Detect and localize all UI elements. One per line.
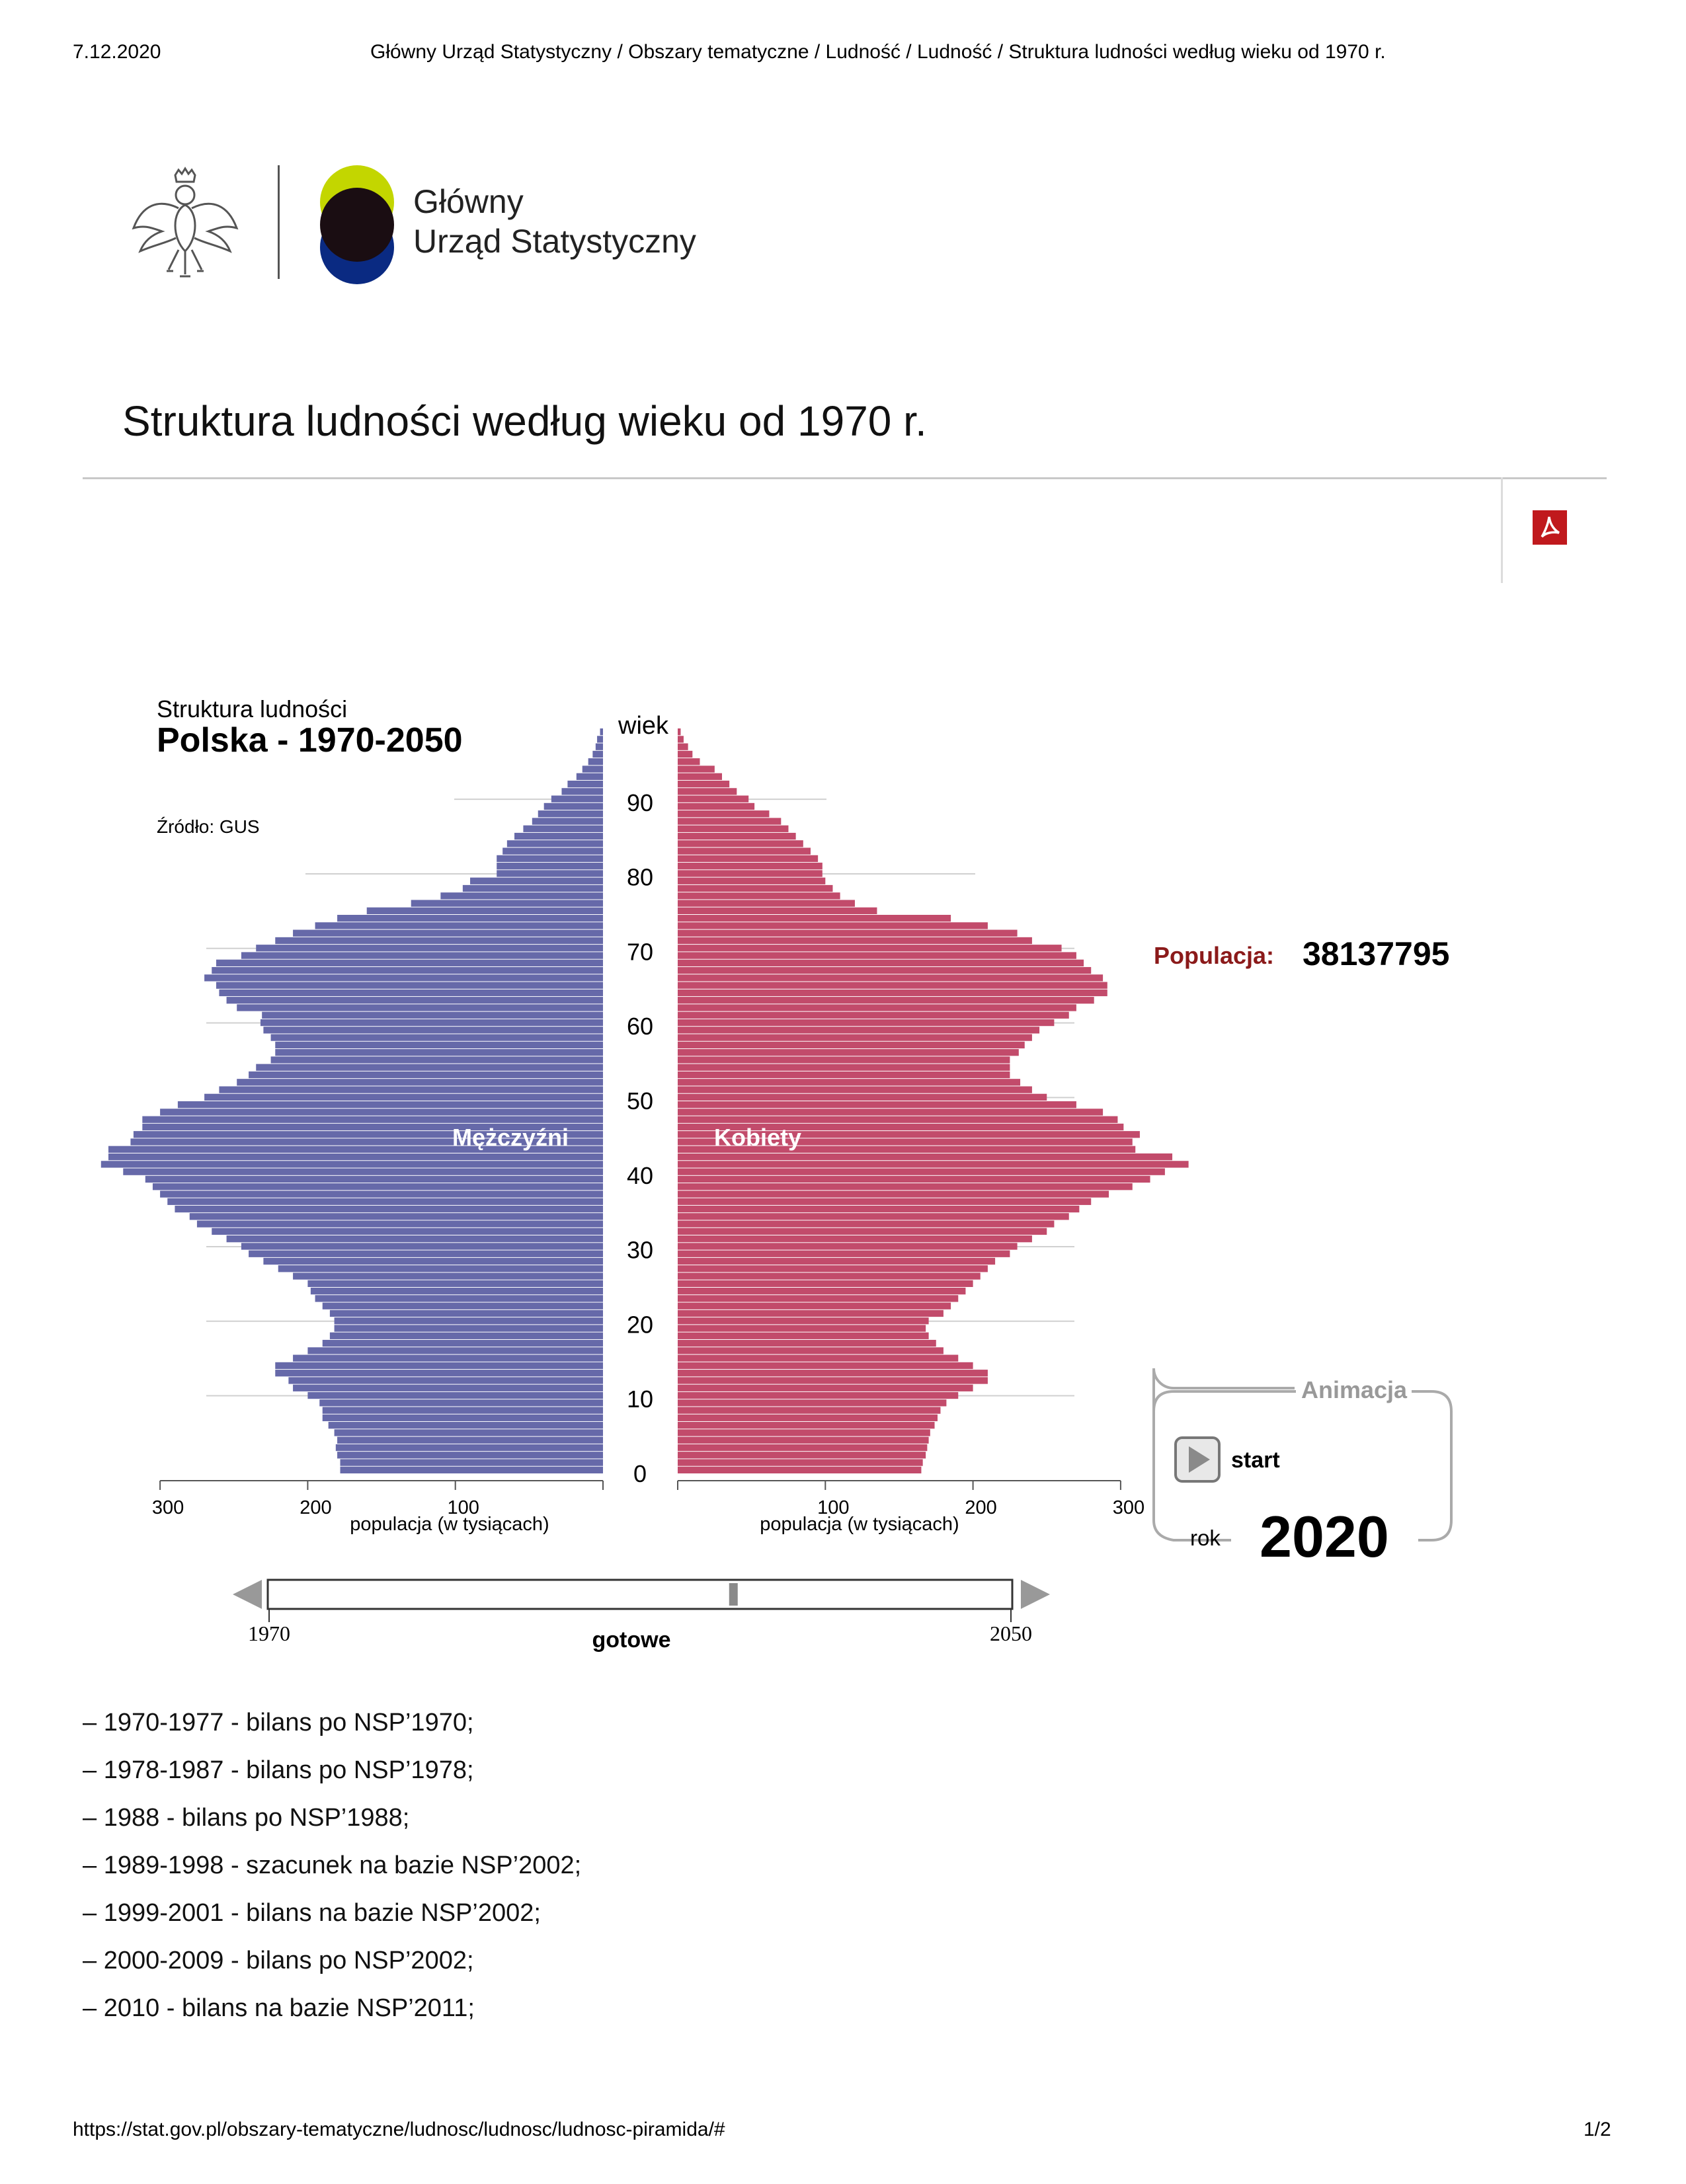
slider-track[interactable]	[268, 1580, 1012, 1609]
bar-women	[678, 1303, 951, 1309]
bar-women	[678, 840, 803, 847]
x-axis-label-left: populacja (w tysiącach)	[350, 1514, 549, 1535]
bar-women	[678, 1012, 1069, 1019]
bar-women	[678, 1362, 973, 1369]
bar-men	[219, 990, 603, 996]
bar-men	[263, 1258, 603, 1265]
bar-men	[463, 885, 603, 892]
bar-men	[249, 1072, 603, 1078]
bar-men	[108, 1153, 603, 1160]
x-tick-label-right: 300	[1112, 1497, 1145, 1518]
bar-men	[271, 1034, 603, 1040]
bar-women	[678, 945, 1062, 951]
series-women-bars	[678, 728, 1189, 1473]
bar-men	[577, 773, 603, 780]
bar-men	[219, 1086, 603, 1093]
bar-women	[678, 1198, 1091, 1205]
bar-men	[597, 736, 603, 742]
bar-women	[678, 1377, 988, 1384]
bar-men	[256, 945, 603, 951]
bar-women	[678, 1288, 965, 1294]
bar-women	[678, 1265, 988, 1272]
bar-men	[551, 796, 603, 802]
bar-women	[678, 908, 877, 914]
bar-women	[678, 1295, 958, 1302]
bar-women	[678, 997, 1094, 1003]
bar-women	[678, 847, 811, 854]
bar-women	[678, 1169, 1165, 1175]
print-date: 7.12.2020	[73, 41, 161, 63]
bar-men	[178, 1101, 603, 1108]
page-title: Struktura ludności według wieku od 1970 r.	[122, 397, 927, 445]
bar-men	[307, 1392, 603, 1399]
bar-men	[307, 1280, 603, 1287]
slider-max-label: 2050	[990, 1621, 1032, 1645]
animation-legend: Animacja	[1301, 1376, 1408, 1403]
year-value: 2020	[1260, 1504, 1389, 1569]
bar-women	[678, 1019, 1054, 1026]
bar-men	[293, 1355, 603, 1362]
age-tick-label: 0	[633, 1460, 647, 1487]
series-men-bars	[101, 728, 603, 1473]
bar-women	[678, 1243, 1018, 1249]
bar-men	[237, 1079, 603, 1085]
bar-women	[678, 1310, 943, 1317]
animation-panel	[1154, 1368, 1451, 1569]
bar-women	[678, 1027, 1039, 1033]
bar-women	[678, 1235, 1032, 1242]
bar-women	[678, 744, 688, 750]
bar-men	[329, 1422, 603, 1428]
bar-women	[678, 930, 1018, 937]
bar-men	[288, 1377, 603, 1384]
bar-men	[204, 1094, 603, 1101]
bar-women	[678, 885, 832, 892]
bar-men	[561, 788, 603, 795]
bar-men	[523, 826, 603, 832]
bar-women	[678, 1452, 926, 1458]
slider-min-label: 1970	[248, 1621, 290, 1645]
bar-men	[212, 1228, 603, 1235]
bar-women	[678, 1355, 958, 1362]
bar-men	[337, 1437, 603, 1444]
sidebar-divider	[1501, 477, 1503, 583]
year-label: rok	[1190, 1526, 1221, 1550]
y-axis-age-ticks	[627, 789, 653, 1487]
bar-women	[678, 1042, 1025, 1048]
bar-men	[197, 1220, 603, 1227]
bar-men	[323, 1340, 603, 1346]
x-tick-label-right: 100	[817, 1497, 850, 1518]
bar-men	[175, 1206, 603, 1212]
bar-men	[337, 915, 603, 921]
population-pyramid-chart	[0, 694, 1686, 1686]
bar-men	[502, 847, 603, 854]
bar-women	[678, 1385, 973, 1391]
note-item: – 2010 - bilans na bazie NSP’2011;	[83, 1994, 475, 2022]
bar-women	[678, 937, 1032, 944]
bar-men	[271, 1056, 603, 1063]
bar-men	[204, 974, 603, 981]
bar-women	[678, 1258, 995, 1265]
bar-men	[241, 952, 603, 958]
bar-men	[367, 908, 603, 914]
bar-women	[678, 818, 781, 824]
bar-men	[216, 982, 603, 989]
bar-men	[293, 930, 603, 937]
logo-text-line1: Główny	[413, 183, 524, 220]
bar-men	[323, 1415, 603, 1421]
note-item: – 2000-2009 - bilans po NSP’2002;	[83, 1947, 474, 1974]
bar-men	[216, 960, 603, 966]
x-tick-label-left: 200	[300, 1497, 332, 1518]
bar-men	[341, 1467, 603, 1473]
gus-logo-icon	[317, 165, 403, 284]
bar-women	[678, 1086, 1032, 1093]
bar-men	[167, 1198, 603, 1205]
bar-women	[678, 1072, 1010, 1078]
bar-women	[678, 1399, 946, 1406]
bar-men	[227, 1235, 603, 1242]
bar-men	[335, 1317, 603, 1324]
bar-men	[411, 900, 603, 906]
arrow-left-icon[interactable]	[233, 1580, 262, 1609]
bar-men	[440, 892, 603, 899]
bar-women	[678, 1056, 1010, 1063]
polish-eagle-emblem	[126, 165, 245, 284]
bar-women	[678, 855, 818, 862]
bar-women	[678, 736, 684, 742]
age-tick-label: 40	[626, 1161, 654, 1189]
bar-women	[678, 796, 748, 802]
bar-women	[678, 952, 1076, 958]
logo-divider	[278, 165, 280, 279]
logo-text-line2: Urząd Statystyczny	[413, 223, 696, 260]
bar-men	[341, 1459, 603, 1465]
bar-men	[330, 1310, 603, 1317]
bar-women	[678, 1079, 1020, 1085]
bar-men	[596, 744, 603, 750]
start-button[interactable]	[1176, 1438, 1280, 1481]
bar-women	[678, 1228, 1047, 1235]
bar-men	[275, 1370, 603, 1376]
start-button-label[interactable]: start	[1231, 1448, 1280, 1473]
bar-women	[678, 1049, 1019, 1056]
bar-women	[678, 765, 715, 772]
bar-women	[678, 1272, 981, 1279]
chart-subtitle: Struktura ludności	[157, 695, 348, 722]
bar-women	[678, 967, 1091, 974]
bar-men	[507, 840, 603, 847]
bar-men	[256, 1064, 603, 1071]
bar-women	[678, 1161, 1189, 1167]
bar-women	[678, 1370, 988, 1376]
bar-men	[315, 1295, 603, 1302]
bar-men	[212, 967, 603, 974]
bar-women	[678, 1153, 1172, 1160]
title-divider	[83, 477, 1607, 479]
series-label-men: Mężczyźni	[452, 1124, 569, 1151]
bar-women	[678, 728, 680, 735]
bar-women	[678, 1422, 935, 1428]
print-page-number: 1/2	[1584, 2119, 1611, 2140]
bar-women	[678, 1340, 936, 1346]
bar-men	[142, 1116, 603, 1123]
age-tick-label: 30	[626, 1236, 654, 1264]
bar-women	[678, 870, 823, 877]
bar-men	[323, 1407, 603, 1413]
bar-women	[678, 878, 825, 884]
slider-thumb[interactable]	[729, 1583, 738, 1606]
x-axis-label-right: populacja (w tysiącach)	[760, 1514, 959, 1535]
bar-women	[678, 1444, 927, 1451]
year-slider[interactable]	[233, 1580, 1050, 1653]
bar-women	[678, 781, 729, 787]
bar-men	[336, 1444, 603, 1451]
bar-men	[514, 833, 603, 839]
bar-women	[678, 974, 1103, 981]
bar-women	[678, 1415, 938, 1421]
logo[interactable]	[119, 159, 714, 291]
bar-women	[678, 1392, 958, 1399]
bar-men	[190, 1213, 603, 1220]
bar-women	[678, 826, 788, 832]
bar-women	[678, 1333, 929, 1339]
age-tick-label: 50	[626, 1087, 654, 1114]
bar-women	[678, 1437, 929, 1444]
bar-men	[123, 1169, 603, 1175]
bar-men	[278, 1265, 603, 1272]
bar-women	[678, 960, 1084, 966]
bar-men	[582, 765, 603, 772]
bar-women	[678, 1101, 1076, 1108]
population-value: 38137795	[1303, 935, 1450, 972]
note-item: – 1988 - bilans po NSP’1988;	[83, 1804, 410, 1832]
bar-men	[275, 1362, 603, 1369]
bar-men	[588, 758, 603, 765]
bar-women	[678, 1183, 1133, 1190]
note-item: – 1989-1998 - szacunek na bazie NSP’2002;	[83, 1852, 582, 1879]
bar-women	[678, 982, 1107, 989]
bar-men	[335, 1429, 603, 1436]
bar-women	[678, 773, 722, 780]
bar-men	[241, 1243, 603, 1249]
bar-women	[678, 1407, 940, 1413]
bar-men	[261, 1019, 603, 1026]
bar-men	[311, 1288, 603, 1294]
bar-women	[678, 1325, 926, 1331]
bar-women	[678, 1317, 929, 1324]
age-tick-label: 60	[626, 1013, 654, 1040]
pdf-icon[interactable]	[1533, 510, 1567, 548]
bar-men	[275, 1042, 603, 1048]
bar-men	[249, 1251, 603, 1257]
bar-women	[678, 1094, 1047, 1101]
bar-women	[678, 810, 769, 817]
bar-women	[678, 1280, 973, 1287]
bar-women	[678, 833, 796, 839]
bar-men	[263, 1027, 603, 1033]
chart-source: Źródło: GUS	[157, 816, 260, 837]
bar-men	[337, 1452, 603, 1458]
note-item: – 1970-1977 - bilans po NSP’1970;	[83, 1709, 474, 1736]
bar-men	[262, 1012, 603, 1019]
bar-women	[678, 892, 840, 899]
bar-men	[275, 1049, 603, 1056]
chart-title: Polska - 1970-2050	[157, 721, 463, 760]
bar-women	[678, 1034, 1032, 1040]
bar-women	[678, 751, 692, 758]
age-tick-label: 20	[626, 1311, 654, 1339]
bar-men	[293, 1272, 603, 1279]
print-breadcrumb: Główny Urząd Statystyczny / Obszary tematyczne / Ludność / Ludność / Struktura ludności według wieku od 1970 r.	[370, 41, 1386, 63]
bar-men	[160, 1109, 603, 1115]
bar-men	[470, 878, 603, 884]
bar-men	[145, 1176, 603, 1183]
bar-women	[678, 758, 700, 765]
bar-men	[153, 1183, 603, 1190]
bar-men	[544, 803, 603, 810]
bar-men	[323, 1303, 603, 1309]
note-item: – 1999-2001 - bilans na bazie NSP’2002;	[83, 1899, 541, 1927]
age-tick-label: 70	[626, 938, 654, 966]
bar-women	[678, 1459, 923, 1465]
x-axis-left	[152, 1481, 603, 1518]
bar-men	[497, 870, 603, 877]
bar-women	[678, 863, 823, 869]
bar-women	[678, 915, 951, 921]
bar-women	[678, 1109, 1103, 1115]
bar-men	[567, 781, 603, 787]
bar-women	[678, 803, 754, 810]
bar-men	[330, 1333, 603, 1339]
bar-men	[307, 1347, 603, 1354]
bar-women	[678, 990, 1107, 996]
bar-women	[678, 1429, 930, 1436]
bar-women	[678, 1220, 1054, 1227]
bar-men	[315, 922, 603, 929]
arrow-right-icon[interactable]	[1021, 1580, 1050, 1609]
age-tick-label: 10	[626, 1385, 654, 1413]
bar-men	[538, 810, 603, 817]
bar-men	[160, 1190, 603, 1197]
bar-women	[678, 1190, 1109, 1197]
bar-men	[592, 751, 603, 758]
bar-women	[678, 1347, 943, 1354]
bar-women	[678, 922, 988, 929]
x-tick-label-left: 100	[447, 1497, 479, 1518]
bar-women	[678, 1176, 1150, 1183]
bar-women	[678, 1213, 1069, 1220]
bar-men	[227, 997, 603, 1003]
bar-men	[293, 1385, 603, 1391]
x-tick-label-right: 200	[965, 1497, 997, 1518]
bar-men	[497, 855, 603, 862]
bar-women	[678, 1064, 1010, 1071]
bar-women	[678, 900, 855, 906]
bar-men	[335, 1325, 603, 1331]
bar-men	[497, 863, 603, 869]
y-axis-label: wiek	[618, 712, 669, 740]
bar-women	[678, 788, 737, 795]
print-url: https://stat.gov.pl/obszary-tematyczne/ludnosc/ludnosc/ludnosc-piramida/#	[73, 2119, 725, 2140]
bar-men	[319, 1399, 603, 1406]
bar-men	[600, 728, 603, 735]
source-notes-list	[83, 1699, 581, 2032]
bar-women	[678, 1116, 1117, 1123]
bar-men	[532, 818, 603, 824]
age-tick-label: 80	[626, 863, 654, 891]
population-label: Populacja:	[1154, 942, 1275, 969]
series-label-women: Kobiety	[714, 1124, 802, 1151]
slider-status: gotowe	[592, 1627, 671, 1653]
bar-men	[275, 937, 603, 944]
bar-women	[678, 1004, 1076, 1011]
bar-women	[678, 1251, 1010, 1257]
bar-men	[101, 1161, 603, 1167]
bar-men	[237, 1004, 603, 1011]
note-item: – 1978-1987 - bilans po NSP’1978;	[83, 1756, 474, 1784]
x-axis-right	[678, 1481, 1144, 1518]
bar-women	[678, 1467, 921, 1473]
bar-women	[678, 1206, 1079, 1212]
x-tick-label-left: 300	[151, 1497, 184, 1518]
age-tick-label: 90	[626, 789, 654, 816]
